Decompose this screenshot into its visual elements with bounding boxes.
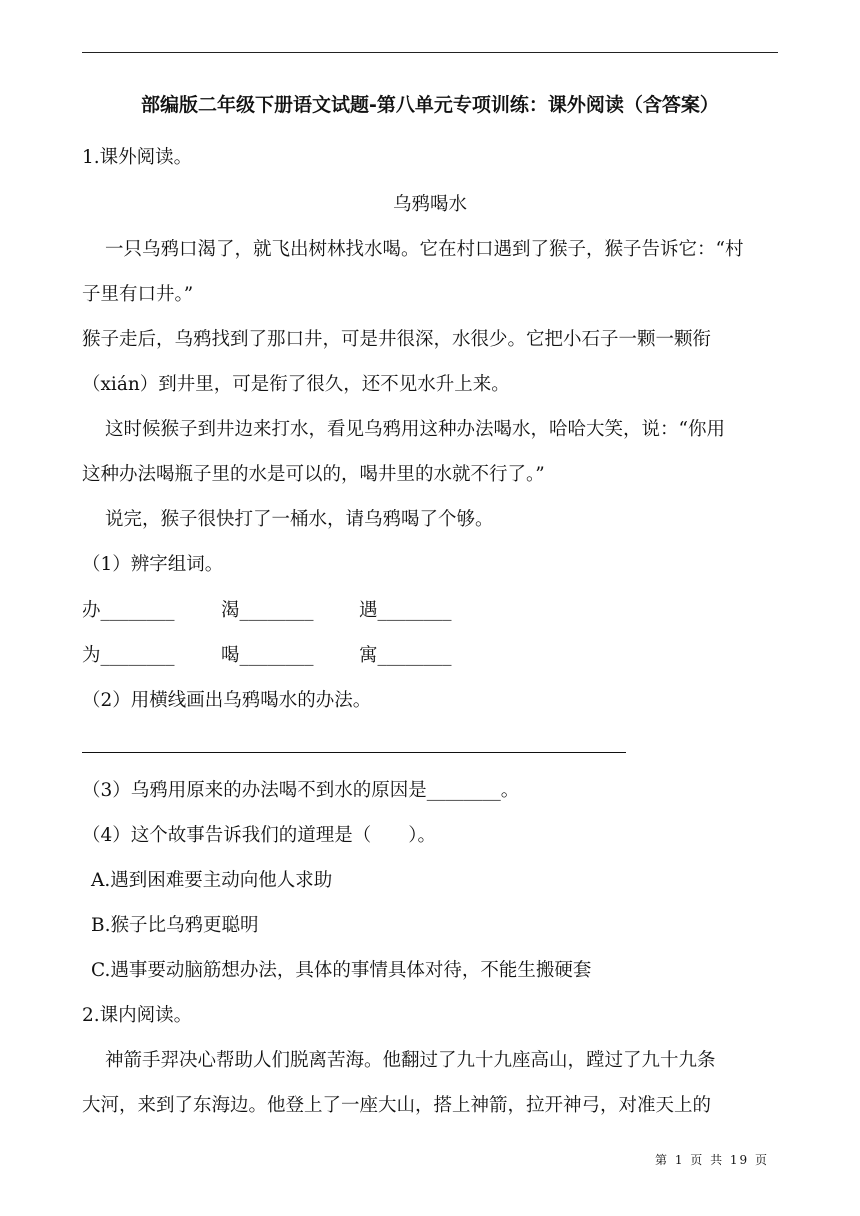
- option-b[interactable]: B.猴子比乌鸦更聪明: [91, 915, 259, 936]
- paragraph-3-line-2: 这种办法喝瓶子里的水是可以的，喝井里的水就不行了。”: [82, 464, 545, 485]
- word-blank[interactable]: 为________: [82, 645, 175, 666]
- word-blank[interactable]: 遇________: [359, 600, 452, 621]
- paragraph-2-line-2: （xián）到井里，可是衔了很久，还不见水升上来。: [82, 374, 510, 395]
- option-a[interactable]: A.遇到困难要主动向他人求助: [91, 870, 333, 891]
- document-title: 部编版二年级下册语文试题-第八单元专项训练：课外阅读（含答案）: [141, 94, 719, 116]
- question-2-line-1: 神箭手羿决心帮助人们脱离苦海。他翻过了九十九座高山，蹚过了九十九条: [105, 1050, 716, 1071]
- paragraph-1-line-2: 子里有口井。”: [82, 284, 194, 305]
- question-2-line-2: 大河，来到了东海边。他登上了一座大山，搭上神箭，拉开神弓，对准天上的: [82, 1095, 712, 1116]
- option-c[interactable]: C.遇事要动脑筋想办法，具体的事情具体对待，不能生搬硬套: [91, 960, 592, 981]
- word-blank[interactable]: 喝________: [221, 645, 314, 666]
- word-blank[interactable]: 寓________: [359, 645, 452, 666]
- page-number: 第 1 页 共 19 页: [655, 1153, 769, 1167]
- sub-question-4: （4）这个故事告诉我们的道理是（ ）。: [82, 825, 437, 846]
- sub-question-2: （2）用横线画出乌鸦喝水的办法。: [82, 690, 372, 711]
- paragraph-1-line-1: 一只乌鸦口渴了，就飞出树林找水喝。它在村口遇到了猴子，猴子告诉它：“村: [105, 239, 744, 260]
- header-rule: [82, 52, 778, 53]
- sub-question-1: （1）辨字组词。: [82, 554, 224, 575]
- story-title: 乌鸦喝水: [392, 194, 467, 215]
- paragraph-4: 说完，猴子很快打了一桶水，请乌鸦喝了个够。: [105, 509, 494, 530]
- answer-line[interactable]: [82, 752, 626, 753]
- paragraph-2-line-1: 猴子走后，乌鸦找到了那口井，可是井很深，水很少。它把小石子一颗一颗衔: [82, 329, 712, 350]
- word-blank[interactable]: 渴________: [221, 600, 314, 621]
- question-1-heading: 1.课外阅读。: [82, 147, 193, 168]
- word-blank[interactable]: 办________: [82, 600, 175, 621]
- paragraph-3-line-1: 这时候猴子到井边来打水，看见乌鸦用这种办法喝水，哈哈大笑，说：“你用: [105, 419, 725, 440]
- sub-question-3: （3）乌鸦用原来的办法喝不到水的原因是________。: [82, 780, 520, 801]
- question-2-heading: 2.课内阅读。: [82, 1005, 193, 1026]
